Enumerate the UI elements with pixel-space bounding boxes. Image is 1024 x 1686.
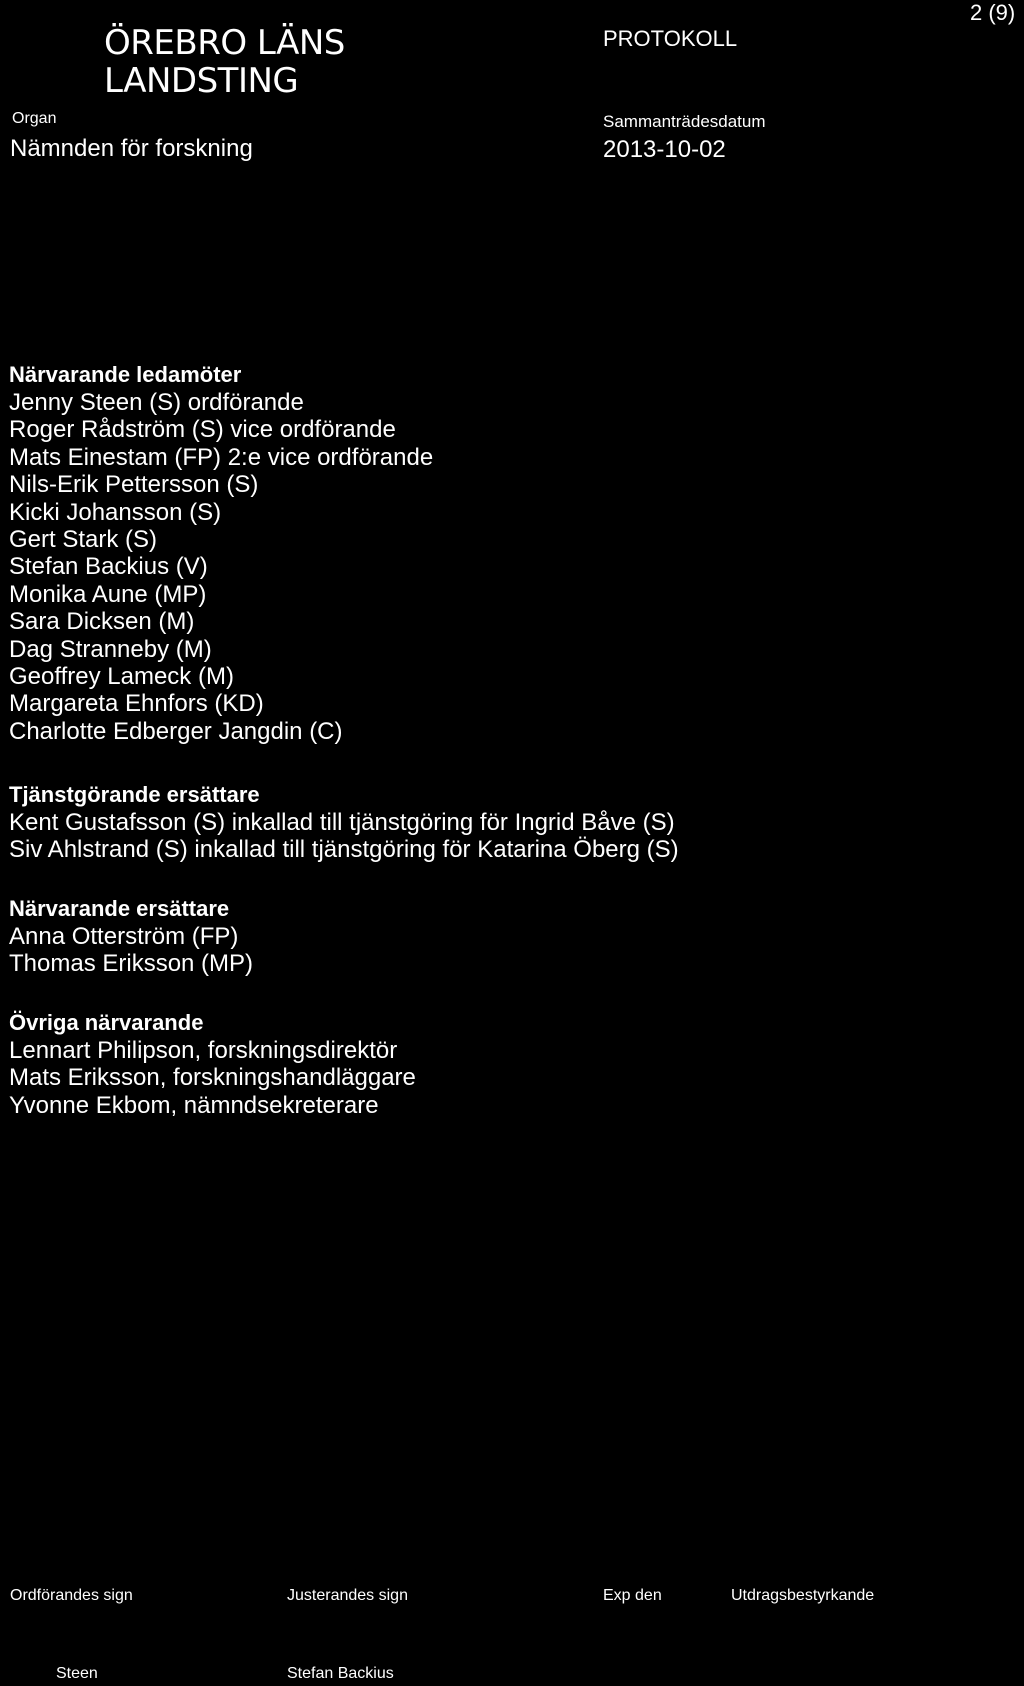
logo-line-2: LANDSTING (104, 61, 299, 101)
list-item: Monika Aune (MP) (9, 580, 207, 608)
organ-value: Nämnden för forskning (10, 135, 253, 162)
adjuster-sign-label: Justerandes sign (287, 1587, 408, 1604)
section-present-substitutes (9, 895, 253, 978)
organization-logo (104, 24, 345, 100)
present-substitute-list (9, 923, 253, 978)
list-item: Jenny Steen (S) ordförande (9, 389, 304, 416)
document-type: PROTOKOLL (603, 26, 738, 51)
section-heading: Tjänstgörande ersättare (9, 782, 260, 807)
exp-date-label: Exp den (603, 1587, 662, 1604)
list-item: Kicki Johansson (S) (9, 498, 222, 526)
substitute-list (9, 809, 679, 864)
list-item: Geoffrey Lameck (M) (9, 663, 234, 691)
logo-line-1: ÖREBRO LÄNS (104, 23, 345, 63)
organ-label: Organ (12, 110, 57, 127)
list-item: Sara Dicksen (M) (9, 608, 195, 636)
list-item: Margareta Ehnfors (KD) (9, 690, 264, 718)
section-others-present (9, 1009, 416, 1119)
list-item: Roger Rådström (S) vice ordförande (9, 416, 396, 444)
section-heading: Närvarande ledamöter (9, 362, 242, 387)
list-item: Anna Otterström (FP) (9, 923, 239, 950)
list-item: Mats Eriksson, forskningshandläggare (9, 1064, 416, 1092)
list-item: Kent Gustafsson (S) inkallad till tjänstgöring för Ingrid Båve (S) (9, 809, 675, 836)
list-item: Gert Stark (S) (9, 526, 158, 554)
list-item: Thomas Eriksson (MP) (9, 950, 254, 978)
member-list (9, 389, 433, 745)
list-item: Nils-Erik Pettersson (S) (9, 471, 259, 499)
meeting-date-value: 2013-10-02 (603, 136, 726, 163)
section-serving-substitutes (9, 781, 679, 864)
chair-sign-label: Ordförandes sign (10, 1587, 133, 1604)
section-heading: Närvarande ersättare (9, 896, 230, 921)
adjuster-signature: Stefan Backius (287, 1665, 394, 1682)
page-number: 2 (9) (970, 0, 1016, 25)
chair-signature: Steen (56, 1665, 98, 1682)
list-item: Siv Ahlstrand (S) inkallad till tjänstgöring för Katarina Öberg (S) (9, 836, 679, 864)
list-item: Lennart Philipson, forskningsdirektör (9, 1037, 398, 1064)
list-item: Dag Stranneby (M) (9, 635, 212, 663)
list-item: Yvonne Ekbom, nämndsekreterare (9, 1091, 379, 1119)
meeting-date-label: Sammanträdesdatum (603, 112, 766, 131)
extract-certification-label: Utdragsbestyrkande (731, 1587, 875, 1604)
section-heading: Övriga närvarande (9, 1010, 204, 1035)
list-item: Stefan Backius (V) (9, 553, 208, 581)
list-item: Charlotte Edberger Jangdin (C) (9, 717, 343, 745)
list-item: Mats Einestam (FP) 2:e vice ordförande (9, 443, 434, 471)
section-present-members (9, 361, 433, 745)
others-list (9, 1037, 416, 1119)
